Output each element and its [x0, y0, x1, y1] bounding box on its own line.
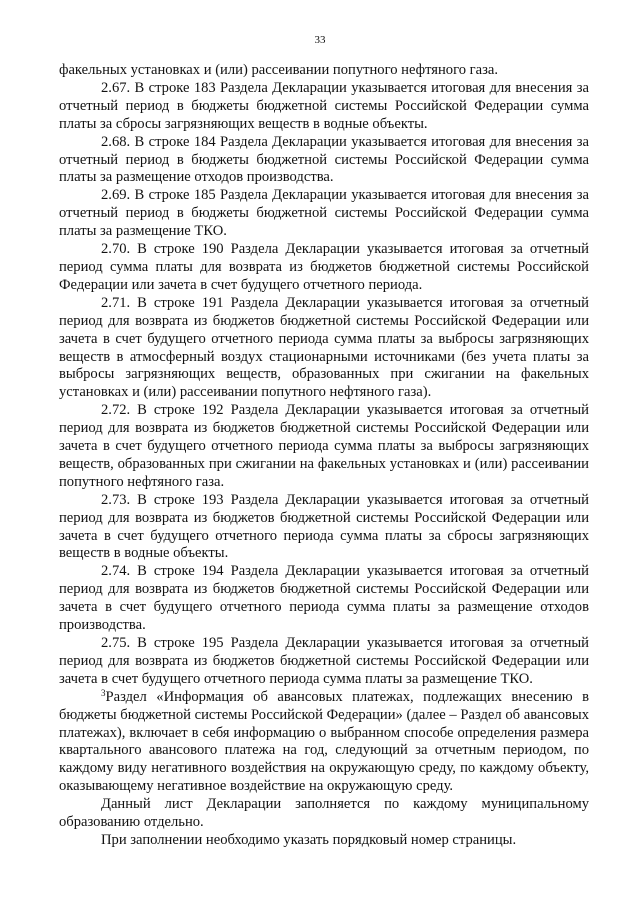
page-number: 33: [314, 34, 326, 46]
paragraph-2-73: 2.73. В строке 193 Раздела Декларации указывается итоговая за отчетный период для возврата из бюджетов бюджетной системы Российской Федерации или зачета в счет будущего отчетного периода сумма платы за сбросы загрязняющих веществ в водные объекты.: [59, 491, 589, 562]
paragraph-2-75: 2.75. В строке 195 Раздела Декларации указывается итоговая за отчетный период для возврата из бюджетов бюджетной системы Российской Федерации или зачета в счет будущего отчетного периода сумма платы за размещение ТКО.: [59, 635, 589, 687]
paragraph-continuation: факельных установках и (или) рассеивании попутного нефтяного газа.: [59, 62, 499, 78]
page-body: [59, 62, 589, 850]
paragraph-municipal: Данный лист Декларации заполняется по каждому муниципальному образованию отдельно.: [59, 796, 589, 831]
footnote-paragraph: [59, 689, 589, 796]
paragraph-2-74: 2.74. В строке 194 Раздела Декларации указывается итоговая за отчетный период для возврата из бюджетов бюджетной системы Российской Федерации или зачета в счет будущего отчетного периода сумма платы за размещение отходов производства.: [59, 563, 589, 634]
paragraph-2-68: 2.68. В строке 184 Раздела Декларации указывается итоговая для внесения за отчетный период в бюджеты бюджетной системы Российской Федерации сумма платы за размещение отходов производства.: [59, 133, 589, 186]
paragraph-2-70: 2.70. В строке 190 Раздела Декларации указывается итоговая за отчетный период сумма платы для возврата из бюджетов бюджетной системы Российской Федерации или зачета в счет будущего отчетного периода.: [59, 241, 589, 293]
footnote-text: Раздел «Информация об авансовых платежах, подлежащих внесению в бюджеты бюджетной системы Российской Федерации» (далее – Раздел об авансовых платежах), включает в себя информацию о выбранном способе определения размера квартального авансового платежа на год, следующий за отчетным периодом, по каждому виду негативного воздействия на окружающую среду, по каждому объекту, оказывающему негативное воздействие на окружающую среду.: [59, 688, 589, 795]
paragraph-2-67: 2.67. В строке 183 Раздела Декларации указывается итоговая для внесения за отчетный период в бюджеты бюджетной системы Российской Федерации сумма платы за сбросы загрязняющих веществ в водные объекты.: [59, 79, 589, 132]
footnote-marker: 3: [101, 687, 106, 698]
paragraph-page-number-instruction: При заполнении необходимо указать порядковый номер страницы.: [101, 831, 517, 848]
paragraph-2-69: 2.69. В строке 185 Раздела Декларации указывается итоговая для внесения за отчетный период в бюджеты бюджетной системы Российской Федерации сумма платы за размещение ТКО.: [59, 187, 589, 240]
paragraph-2-72: 2.72. В строке 192 Раздела Декларации указывается итоговая за отчетный период для возврата из бюджетов бюджетной системы Российской Федерации или зачета в счет будущего отчетного периода сумма платы за выбросы загрязняющих веществ, образованных при сжигании на факельных установках и (или) рассеивании попутного нефтяного газа.: [59, 402, 589, 490]
paragraph-2-71: 2.71. В строке 191 Раздела Декларации указывается итоговая за отчетный период для возврата из бюджетов бюджетной системы Российской Федерации или зачета в счет будущего отчетного периода сумма платы за выбросы загрязняющих веществ в атмосферный воздух стационарными источниками (без учета платы за выбросы загрязняющих веществ, образованных при сжигании на факельных установках и (или) рассеивании попутного нефтяного газа).: [59, 294, 589, 401]
